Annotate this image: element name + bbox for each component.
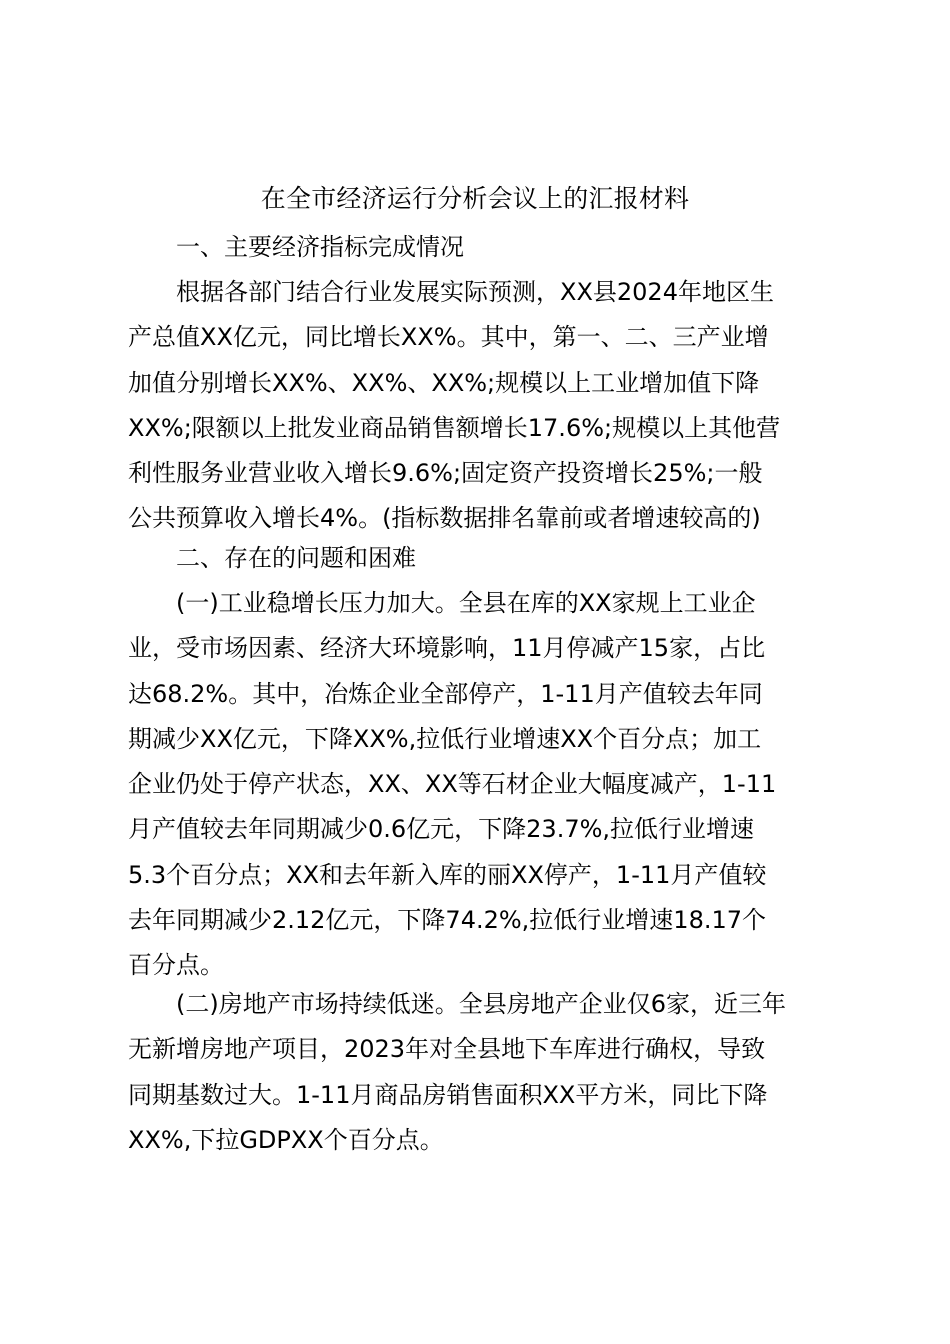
text-line: 5.3个百分点；XX和去年新入库的丽XX停产，1-11月产值较 [128,860,767,889]
text-line: (一)工业稳增长压力加大。全县在库的XX家规上工业企 [176,589,756,617]
section-heading-1: 一、主要经济指标完成情况 [176,233,464,261]
text-line: 达68.2%。其中，冶炼企业全部停产，1-11月产值较去年同 [128,679,763,708]
text-line: 业，受市场因素、经济大环境影响，11月停减产15家，占比 [128,634,766,663]
text-line: (二)房地产市场持续低迷。全县房地产企业仅6家，近三年 [176,990,786,1018]
text-line: XX%,下拉GDPXX个百分点。 [128,1125,444,1154]
text-line: 百分点。 [128,951,224,980]
text-line: 期减少XX亿元，下降XX%,拉低行业增速XX个百分点；加工 [128,724,762,753]
paragraph-real-estate [128,982,832,1163]
text-line: XX%;限额以上批发业商品销售额增长17.6%;规模以上其他营 [128,413,781,442]
text-line: 加值分别增长XX%、XX%、XX%;规模以上工业增加值下降 [128,368,760,397]
text-line: 公共预算收入增长4%。(指标数据排名靠前或者增速较高的) [128,504,761,533]
text-line: 去年同期减少2.12亿元，下降74.2%,拉低行业增速18.17个 [128,906,767,935]
text-line: 产总值XX亿元，同比增长XX%。其中，第一、二、三产业增 [128,323,769,352]
text-line: 利性服务业营业收入增长9.6%;固定资产投资增长25%;一般 [128,459,763,488]
text-line: 月产值较去年同期减少0.6亿元，下降23.7%,拉低行业增速 [128,815,755,844]
text-line: 同期基数过大。1-11月商品房销售面积XX平方米，同比下降 [128,1080,768,1109]
text-line: 无新增房地产项目，2023年对全县地下车库进行确权，导致 [128,1035,766,1064]
text-line: 企业仍处于停产状态，XX、XX等石材企业大幅度减产，1-11 [128,770,777,799]
text-line: 根据各部门结合行业发展实际预测，XX县2024年地区生 [176,278,774,306]
section-heading-2: 二、存在的问题和困难 [176,544,416,572]
paragraph-industry [128,581,832,989]
paragraph-indicators [128,270,832,542]
document-title: 在全市经济运行分析会议上的汇报材料 [260,184,690,213]
